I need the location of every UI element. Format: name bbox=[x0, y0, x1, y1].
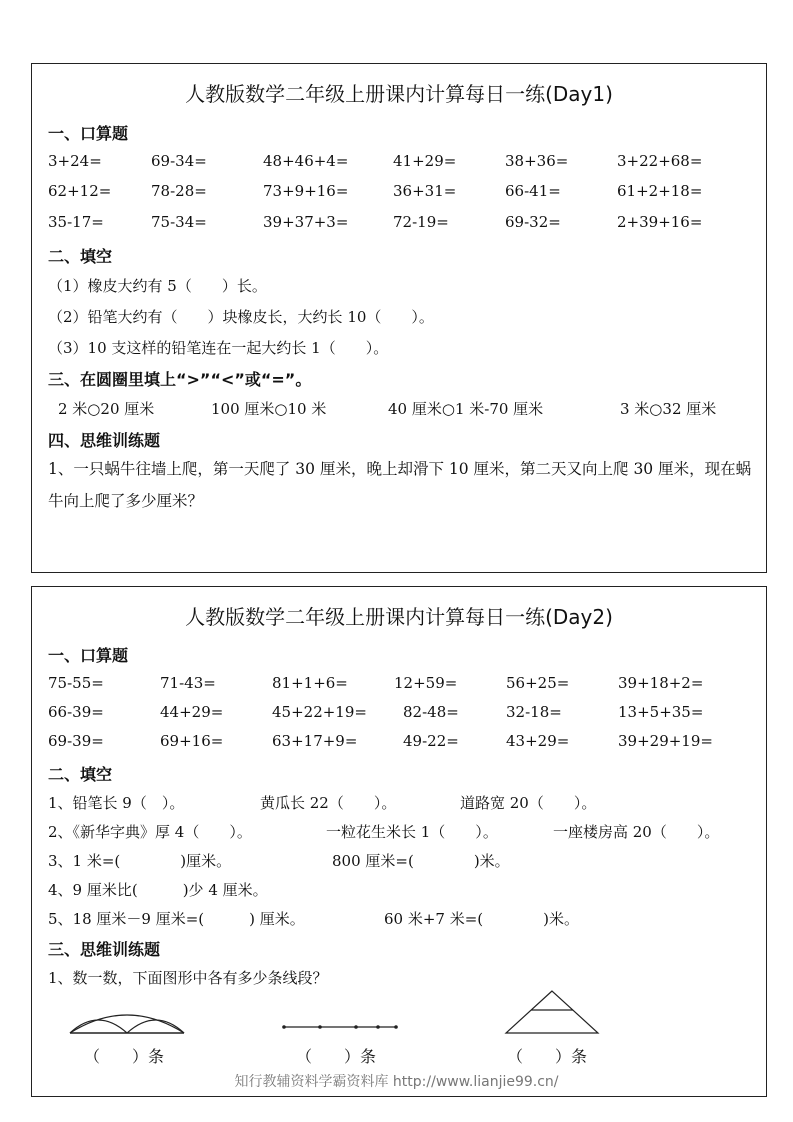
day2-thinking-heading: 三、思维训练题 bbox=[48, 940, 161, 959]
day1-fill-item: （1）橡皮大约有 5（ ）长。 bbox=[48, 277, 267, 295]
oral-item: 3+24= bbox=[48, 152, 102, 170]
fill-item: 5、18 厘米－9 厘米=( ) 厘米。 bbox=[48, 910, 305, 928]
oral-item: 13+5+35= bbox=[618, 703, 704, 721]
oral-item: 44+29= bbox=[160, 703, 224, 721]
day1-title: 人教版数学二年级上册课内计算每日一练(Day1) bbox=[185, 82, 613, 106]
oral-item: 69-34= bbox=[151, 152, 207, 170]
compare-item: 2 米○20 厘米 bbox=[58, 400, 155, 418]
oral-item: 72-19= bbox=[393, 213, 449, 231]
day1-card bbox=[31, 63, 767, 573]
fill-item: 3、1 米=( )厘米。 bbox=[48, 852, 232, 870]
oral-item: 73+9+16= bbox=[263, 182, 349, 200]
day2-fill-row bbox=[48, 792, 766, 814]
fill-item: 800 厘米=( )米。 bbox=[332, 852, 510, 870]
fill-item: 道路宽 20（ ）。 bbox=[460, 794, 597, 812]
oral-item: 71-43= bbox=[160, 674, 216, 692]
oral-item: 78-28= bbox=[151, 182, 207, 200]
day2-fill-row bbox=[48, 908, 766, 930]
figure-triangle bbox=[502, 988, 602, 1038]
oral-item: 66-41= bbox=[505, 182, 561, 200]
day1-compare-row bbox=[48, 398, 766, 420]
fill-item: 黄瓜长 22（ ）。 bbox=[260, 794, 397, 812]
day2-oral-row bbox=[48, 674, 766, 696]
oral-item: 3+22+68= bbox=[617, 152, 703, 170]
figure-arcs-left-arc bbox=[70, 1020, 127, 1033]
day1-fill-item: （2）铅笔大约有（ ）块橡皮长，大约长 10（ ）。 bbox=[48, 308, 434, 326]
fill-item: 1、铅笔长 9（ ）。 bbox=[48, 794, 185, 812]
oral-item: 36+31= bbox=[393, 182, 457, 200]
day2-fill-item: 4、9 厘米比( )少 4 厘米。 bbox=[48, 881, 268, 899]
oral-item: 49-22= bbox=[403, 732, 459, 750]
oral-item: 61+2+18= bbox=[617, 182, 703, 200]
oral-item: 32-18= bbox=[506, 703, 562, 721]
oral-item: 2+39+16= bbox=[617, 213, 703, 231]
oral-item: 75-34= bbox=[151, 213, 207, 231]
day1-compare-heading: 三、在圆圈里填上“>”“<”或“=”。 bbox=[48, 370, 312, 389]
day1-oral-row bbox=[48, 213, 766, 235]
compare-item: 40 厘米○1 米-70 厘米 bbox=[388, 400, 544, 418]
oral-item: 82-48= bbox=[403, 703, 459, 721]
day2-card bbox=[31, 586, 767, 1097]
oral-item: 39+37+3= bbox=[263, 213, 349, 231]
oral-item: 35-17= bbox=[48, 213, 104, 231]
oral-item: 75-55= bbox=[48, 674, 104, 692]
oral-item: 48+46+4= bbox=[263, 152, 349, 170]
day1-oral-row bbox=[48, 152, 766, 174]
compare-item: 100 厘米○10 米 bbox=[211, 400, 327, 418]
oral-item: 69+16= bbox=[160, 732, 224, 750]
watermark-footer: 知行教辅资料学霸资料库 http://www.lianjie99.cn/ bbox=[234, 1074, 559, 1090]
day2-oral-row bbox=[48, 703, 766, 725]
day2-oral-row bbox=[48, 732, 766, 754]
oral-item: 62+12= bbox=[48, 182, 112, 200]
compare-item: 3 米○32 厘米 bbox=[620, 400, 717, 418]
figure-point bbox=[394, 1025, 398, 1029]
oral-item: 63+17+9= bbox=[272, 732, 358, 750]
figure-arcs-large-arc bbox=[70, 1015, 184, 1033]
day1-fill-item: （3）10 支这样的铅笔连在一起大约长 1（ ）。 bbox=[48, 339, 389, 357]
fill-item: 一座楼房高 20（ ）。 bbox=[553, 823, 720, 841]
figure-answer: （ ）条 bbox=[84, 1047, 165, 1066]
day2-fill-row bbox=[48, 821, 766, 843]
oral-item: 39+18+2= bbox=[618, 674, 704, 692]
oral-item: 12+59= bbox=[394, 674, 458, 692]
day2-title: 人教版数学二年级上册课内计算每日一练(Day2) bbox=[185, 605, 613, 629]
figure-point bbox=[354, 1025, 358, 1029]
figure-point bbox=[376, 1025, 380, 1029]
day1-snail-problem: 1、一只蜗牛往墙上爬，第一天爬了 30 厘米，晚上却滑下 10 厘米，第二天又向上爬 30 厘米，现在蜗牛向上爬了多少厘米？ bbox=[48, 460, 752, 510]
oral-item: 69-39= bbox=[48, 732, 104, 750]
figure-answer: （ ）条 bbox=[507, 1047, 588, 1066]
day2-fill-row bbox=[48, 850, 766, 872]
day1-oral-heading: 一、口算题 bbox=[48, 124, 129, 143]
day2-fill-heading: 二、填空 bbox=[48, 765, 113, 784]
fill-item: 60 米+7 米=( )米。 bbox=[384, 910, 580, 928]
figure-point bbox=[282, 1025, 286, 1029]
figure-triangle-outline bbox=[506, 991, 598, 1033]
oral-item: 56+25= bbox=[506, 674, 570, 692]
figure-points-line bbox=[280, 1019, 400, 1035]
day1-oral-row bbox=[48, 182, 766, 204]
figure-arcs-right-arc bbox=[127, 1020, 184, 1033]
oral-item: 69-32= bbox=[505, 213, 561, 231]
figure-point bbox=[318, 1025, 322, 1029]
oral-item: 43+29= bbox=[506, 732, 570, 750]
figure-answer: （ ）条 bbox=[296, 1047, 377, 1066]
oral-item: 45+22+19= bbox=[272, 703, 367, 721]
oral-item: 66-39= bbox=[48, 703, 104, 721]
oral-item: 39+29+19= bbox=[618, 732, 713, 750]
day1-thinking-heading: 四、思维训练题 bbox=[48, 431, 161, 450]
day1-fill-heading: 二、填空 bbox=[48, 247, 113, 266]
oral-item: 38+36= bbox=[505, 152, 569, 170]
fill-item: 一粒花生米长 1（ ）。 bbox=[326, 823, 498, 841]
day2-segment-problem: 1、数一数，下面图形中各有多少条线段？ bbox=[48, 969, 328, 987]
oral-item: 81+1+6= bbox=[272, 674, 348, 692]
figure-arcs bbox=[68, 999, 188, 1039]
fill-item: 2、《新华字典》厚 4（ ）。 bbox=[48, 823, 252, 841]
day2-oral-heading: 一、口算题 bbox=[48, 646, 129, 665]
oral-item: 41+29= bbox=[393, 152, 457, 170]
